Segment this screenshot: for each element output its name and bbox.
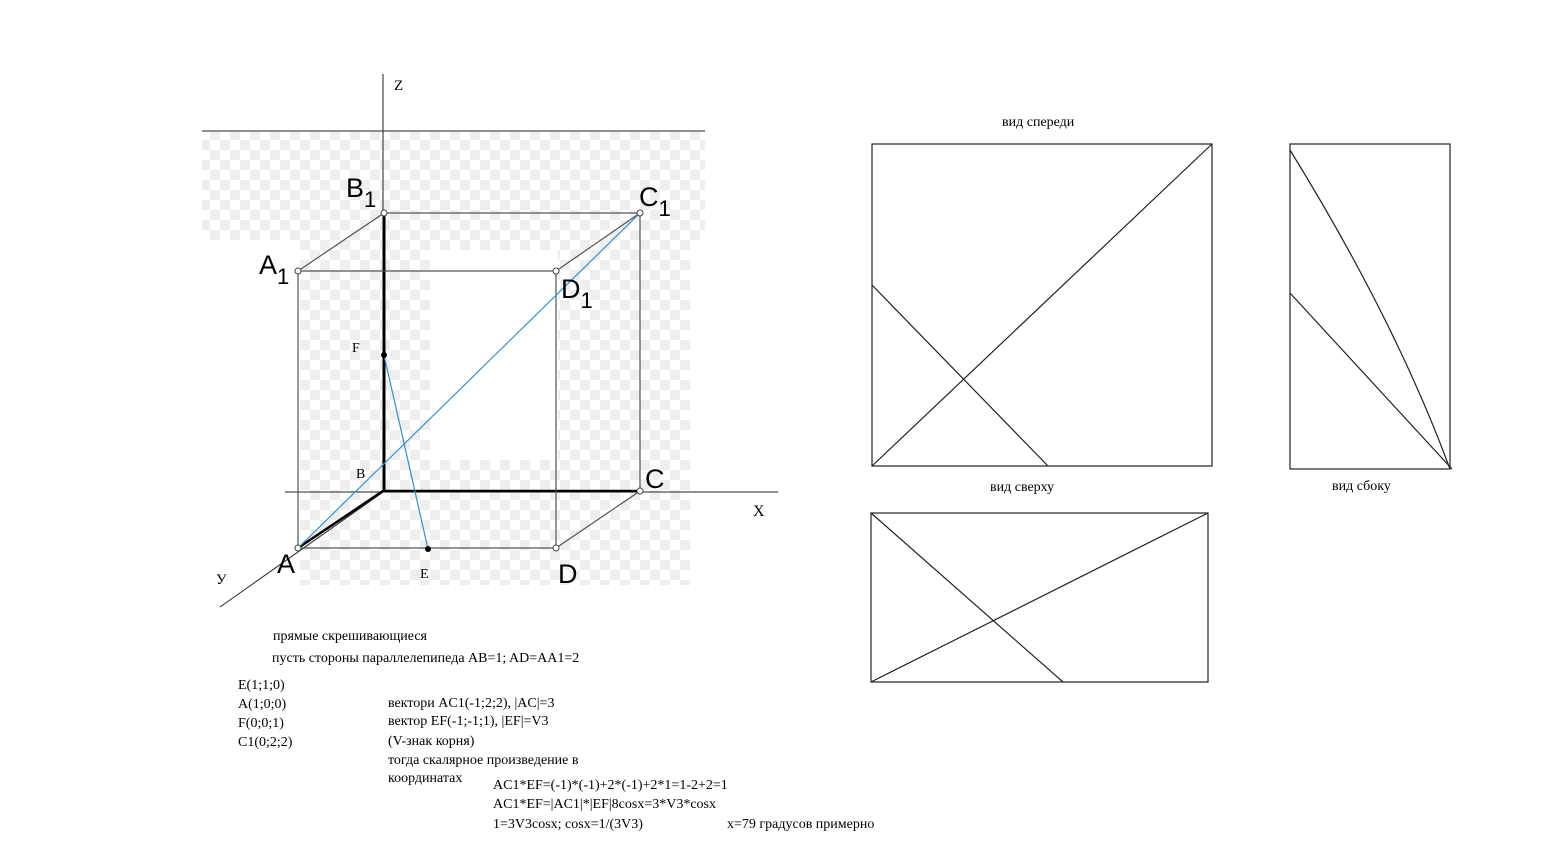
side-view — [1290, 144, 1452, 469]
label-c1 — [639, 182, 671, 221]
point-b1 — [381, 210, 387, 216]
front-view-title: вид спереди — [1002, 115, 1075, 130]
side-view-title: вид сбоку — [1332, 479, 1391, 494]
z-axis-label: Z — [394, 78, 404, 94]
note-sides: пусть стороны параллелепипеда AB=1; AD=AA1=2 — [272, 651, 580, 666]
label-e: E — [420, 567, 429, 582]
point-a1 — [295, 268, 301, 274]
label-a1 — [259, 250, 290, 289]
coordinates-note: координатах — [388, 771, 463, 786]
point-c — [637, 488, 643, 494]
calc-cos: 1=3V3cosx; cosx=1/(3V3) — [493, 817, 643, 832]
coord-f: F(0;0;1) — [238, 716, 284, 731]
label-b1 — [346, 173, 377, 212]
top-view — [871, 513, 1208, 682]
scalar-note: тогда скалярное произведение в — [388, 753, 579, 768]
label-a1-base: A — [259, 250, 278, 280]
label-d: D — [558, 559, 578, 589]
label-b1-base: B — [346, 173, 365, 203]
point-d — [553, 545, 559, 551]
point-e — [425, 546, 431, 552]
root-sign-note: (V-знак корня) — [388, 734, 475, 749]
front-view — [872, 144, 1212, 466]
top-view-title: вид сверху — [990, 480, 1055, 495]
label-a: A — [277, 549, 296, 579]
calc-dot-product: AC1*EF=(-1)*(-1)+2*(-1)+2*1=1-2+2=1 — [493, 778, 728, 793]
calc-magnitude: AC1*EF=|AC1|*|EF|8cosx=3*V3*cosx — [493, 797, 717, 812]
x-axis-label: X — [753, 503, 765, 520]
vector-ef: вектор EF(-1;-1;1), |EF|=V3 — [388, 714, 549, 729]
vector-ac1: вектори AC1(-1;2;2), |AC|=3 — [388, 696, 555, 711]
label-f: F — [352, 341, 360, 356]
label-b: B — [356, 467, 366, 482]
label-d1 — [561, 274, 593, 313]
point-a — [295, 545, 301, 551]
coord-a: A(1;0;0) — [238, 697, 287, 712]
label-d1-sub: 1 — [580, 288, 593, 313]
y-axis-label: У — [216, 572, 227, 588]
point-f — [381, 352, 387, 358]
answer: x=79 градусов примерно — [727, 817, 875, 832]
label-b1-sub: 1 — [364, 187, 377, 212]
point-d1 — [553, 268, 559, 274]
checker-background — [202, 132, 705, 585]
coord-c1: C1(0;2;2) — [238, 735, 293, 750]
coord-e: E(1;1;0) — [238, 678, 285, 693]
label-c: C — [645, 464, 665, 494]
label-a1-sub: 1 — [277, 264, 290, 289]
note-skew-lines: прямые скрешивающиеся — [273, 629, 427, 644]
label-c1-base: C — [639, 182, 659, 212]
label-d1-base: D — [561, 274, 581, 304]
label-c1-sub: 1 — [658, 196, 671, 221]
